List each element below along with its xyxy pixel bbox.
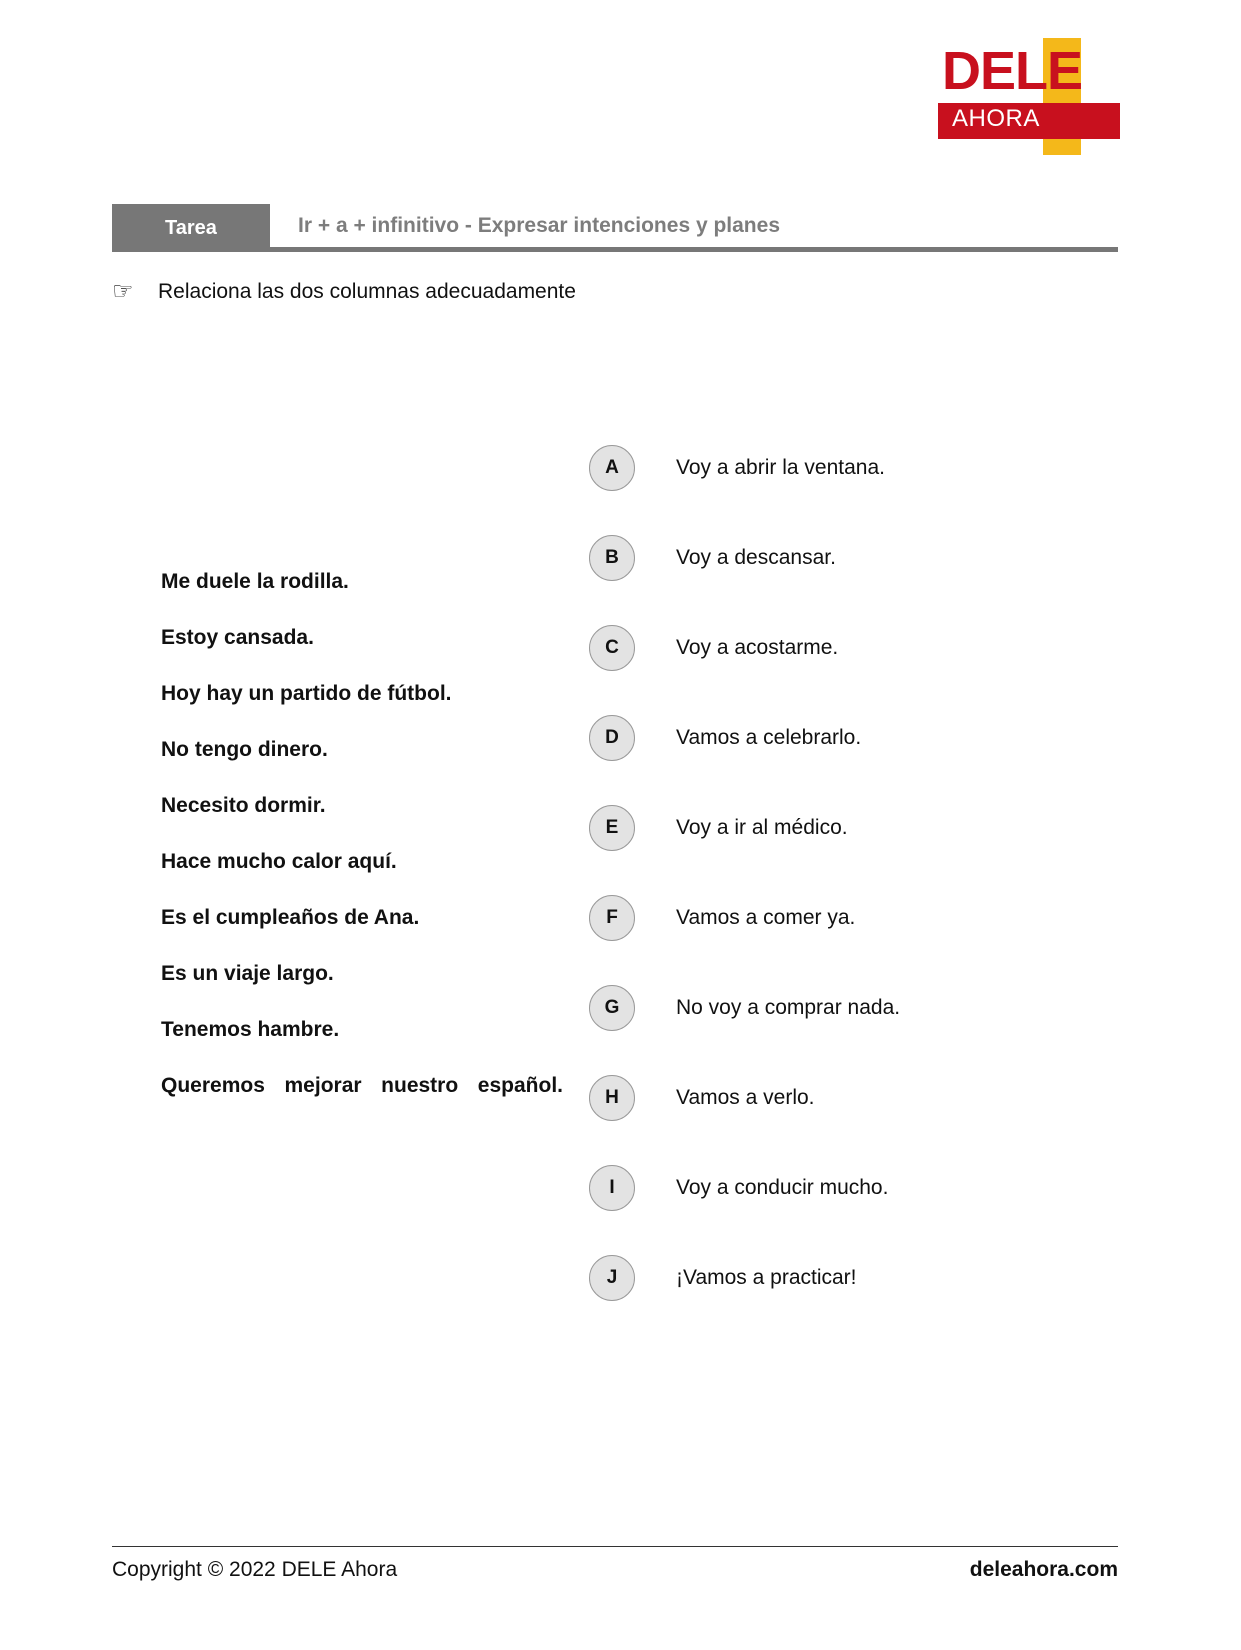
option-row-h — [589, 1074, 815, 1122]
option-text: Voy a acostarme. — [676, 636, 839, 659]
option-text: Voy a ir al médico. — [676, 816, 848, 839]
task-header — [112, 204, 1118, 252]
option-letter-badge: I — [589, 1165, 635, 1211]
task-tag: Tarea — [112, 204, 270, 252]
header-rule — [112, 247, 1118, 252]
site-link[interactable]: deleahora.com — [969, 1558, 1118, 1581]
instruction-text: Relaciona las dos columnas adecuadamente — [158, 280, 576, 303]
option-row-g — [589, 984, 900, 1032]
option-row-j — [589, 1254, 857, 1302]
option-text: Vamos a celebrarlo. — [676, 726, 862, 749]
left-item: Hoy hay un partido de fútbol. — [161, 682, 452, 705]
left-item: Necesito dormir. — [161, 794, 326, 817]
option-text: ¡Vamos a practicar! — [676, 1266, 857, 1289]
instruction — [112, 280, 576, 304]
option-row-b — [589, 534, 836, 582]
option-letter-badge: J — [589, 1255, 635, 1301]
option-text: Voy a abrir la ventana. — [676, 456, 885, 479]
option-letter-badge: B — [589, 535, 635, 581]
option-letter-badge: F — [589, 895, 635, 941]
option-letter-badge: D — [589, 715, 635, 761]
option-row-e — [589, 804, 848, 852]
option-text: Vamos a verlo. — [676, 1086, 815, 1109]
pointing-hand-icon: ☞ — [112, 278, 134, 305]
option-letter-badge: A — [589, 445, 635, 491]
option-letter-badge: C — [589, 625, 635, 671]
option-letter-badge: E — [589, 805, 635, 851]
left-item: Me duele la rodilla. — [161, 570, 349, 593]
footer-rule — [112, 1546, 1118, 1547]
option-text: Vamos a comer ya. — [676, 906, 856, 929]
option-row-a — [589, 444, 885, 492]
option-letter-badge: H — [589, 1075, 635, 1121]
option-letter-badge: G — [589, 985, 635, 1031]
logo-bottom-text: AHORA — [952, 105, 1040, 132]
option-row-c — [589, 624, 838, 672]
option-text: No voy a comprar nada. — [676, 996, 901, 1019]
dele-ahora-logo — [930, 36, 1120, 156]
left-item: Hace mucho calor aquí. — [161, 850, 397, 873]
left-item: Queremos mejorar nuestro español. — [161, 1074, 563, 1097]
option-text: Voy a descansar. — [676, 546, 836, 569]
left-item: Es un viaje largo. — [161, 962, 334, 985]
logo-top-text: DELE — [942, 41, 1083, 101]
option-row-i — [589, 1164, 888, 1212]
option-row-d — [589, 714, 861, 762]
copyright-text: Copyright © 2022 DELE Ahora — [112, 1558, 398, 1581]
left-column — [161, 570, 563, 1130]
task-title: Ir + a + infinitivo - Expresar intenciones y planes — [298, 214, 780, 237]
option-row-f — [589, 894, 855, 942]
left-item: Estoy cansada. — [161, 626, 314, 649]
left-item: No tengo dinero. — [161, 738, 328, 761]
left-item: Es el cumpleaños de Ana. — [161, 906, 420, 929]
option-text: Voy a conducir mucho. — [676, 1176, 889, 1199]
left-item: Tenemos hambre. — [161, 1018, 340, 1041]
